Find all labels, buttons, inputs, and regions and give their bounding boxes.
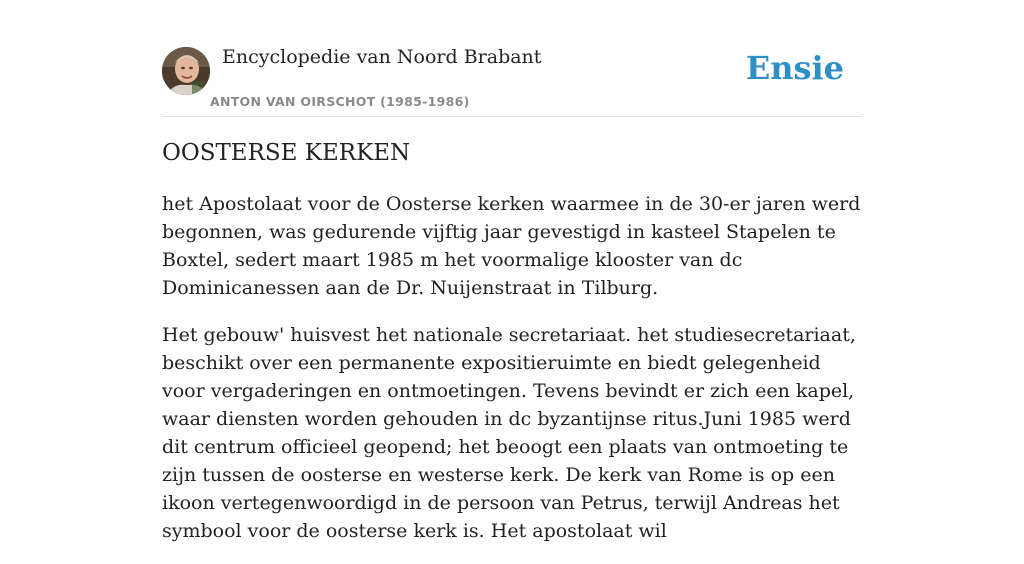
author-avatar[interactable]	[162, 47, 210, 95]
article	[162, 140, 867, 564]
book-header	[162, 40, 862, 117]
article-paragraph-1: het Apostolaat voor de Oosterse kerken waarmee in de 30-er jaren werd begonnen, was gedurende vijftig jaar gevestigd in kasteel Stapelen te Boxtel, sedert maart 1985 m het voormalige klooster van dc Dominicanessen aan de Dr. Nuijenstraat in Tilburg.	[162, 193, 861, 299]
article-title: OOSTERSE KERKEN	[162, 140, 411, 166]
article-paragraph-2: Het gebouw' huisvest het nationale secretariaat. het studiesecretariaat, beschikt over een permanente expositieruimte en biedt gelegenheid voor vergaderingen en ontmoetingen. Tevens bevindt er zich een kapel, waar diensten worden gehouden in dc byzantijnse ritus.Juni 1985 werd dit centrum officieel geopend; het beoogt een plaats van ontmoeting te zijn tussen de oosterse en westerse kerk. De kerk van Rome is op een ikoon vertegenwoordigd in de persoon van Petrus, terwijl Andreas het symbool voor de oosterse kerk is. Het apostolaat wil	[162, 324, 856, 542]
author-name[interactable]: ANTON VAN OIRSCHOT (1985-1986)	[210, 94, 470, 109]
author-portrait-icon	[162, 47, 210, 95]
ensie-logo[interactable]: Ensie	[745, 49, 844, 87]
book-title[interactable]: Encyclopedie van Noord Brabant	[222, 46, 542, 68]
